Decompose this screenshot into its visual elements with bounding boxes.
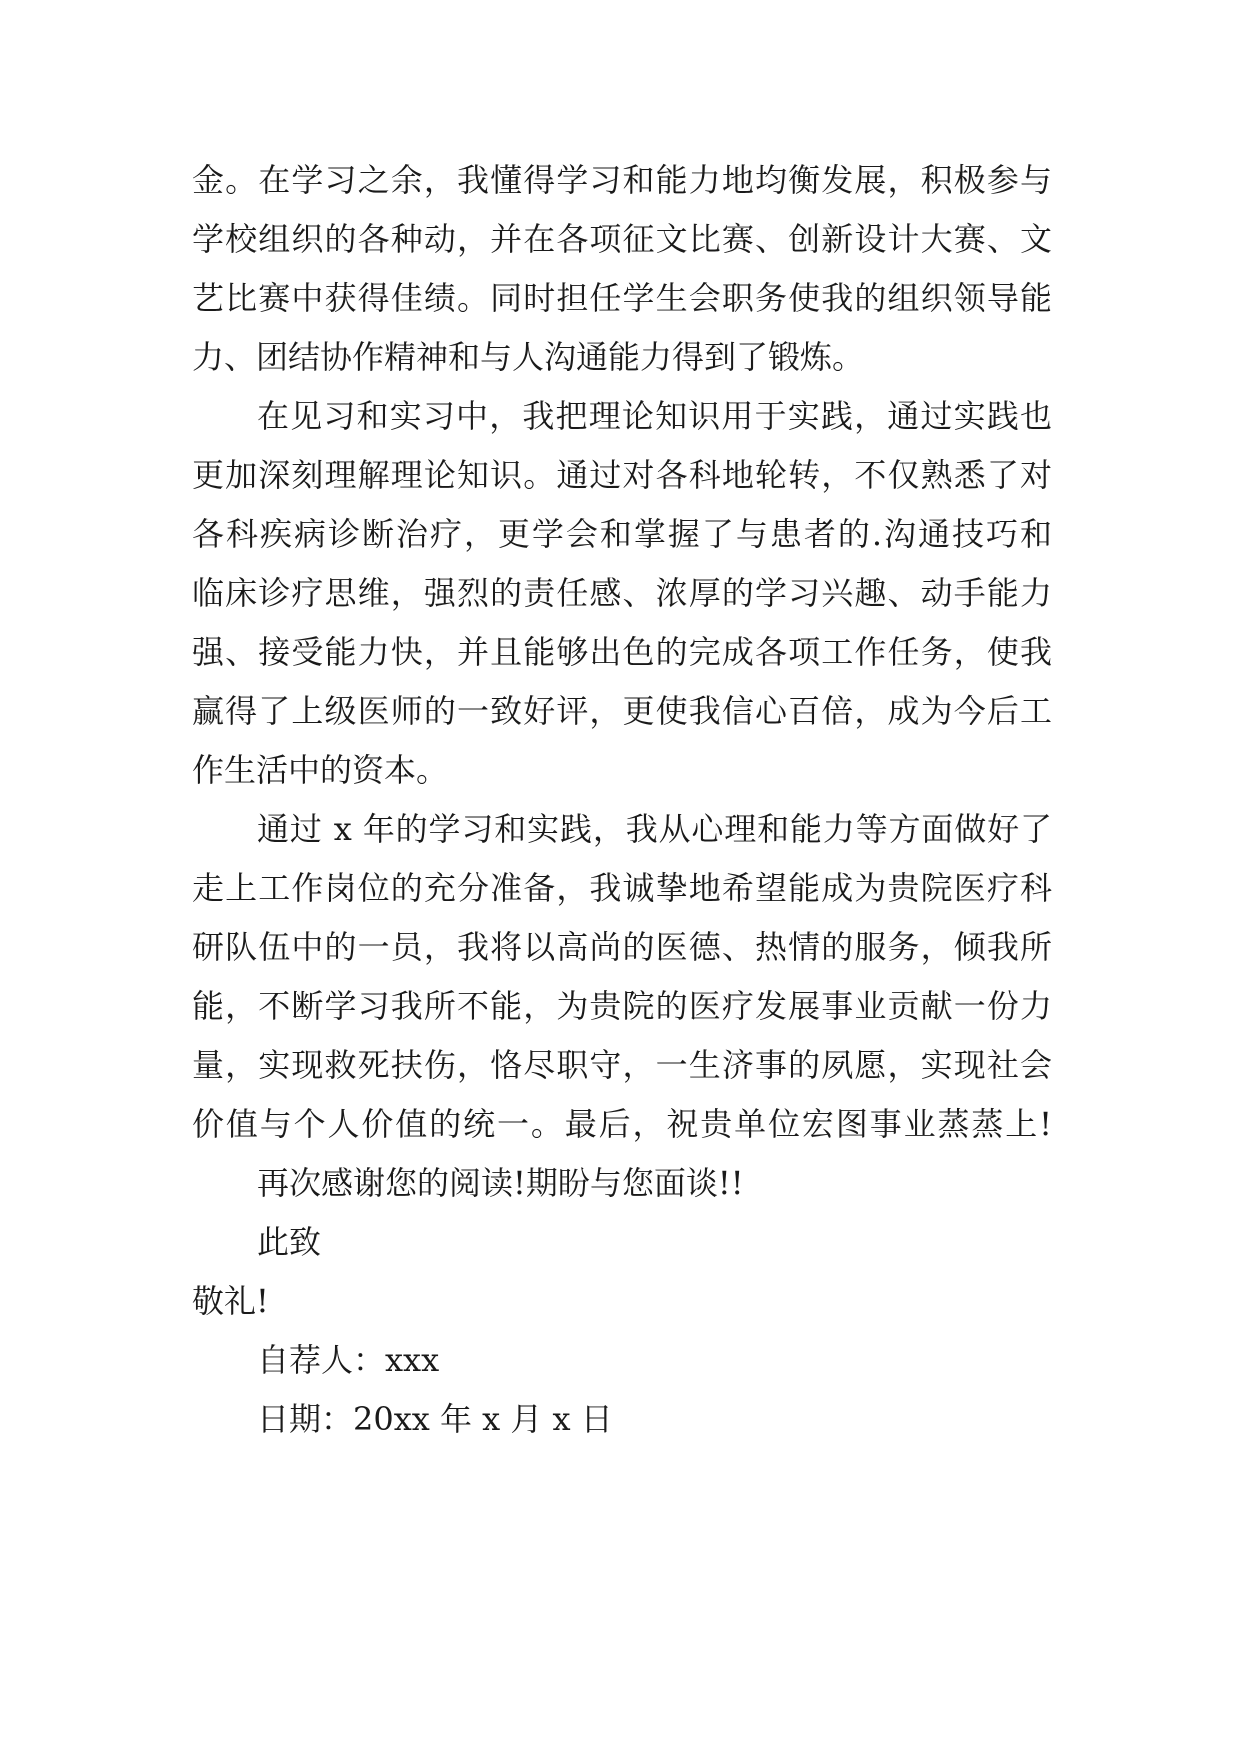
closing-regards: 敬礼! [192,1282,269,1320]
paragraph-line: 研队伍中的一员，我将以高尚的医德、热情的服务，倾我所 [192,928,1052,966]
paragraph-line: 学校组织的各种动，并在各项征文比赛、创新设计大赛、文 [192,220,1052,258]
paragraph-line: 临床诊疗思维，强烈的责任感、浓厚的学习兴趣、动手能力 [192,574,1052,612]
closing-salutation: 此致 [257,1223,322,1261]
paragraph-line: 金。在学习之余，我懂得学习和能力地均衡发展，积极参与 [192,161,1052,199]
paragraph-line: 通过 x 年的学习和实践，我从心理和能力等方面做好了 [257,810,1052,848]
paragraph-line: 走上工作岗位的充分准备，我诚挚地希望能成为贵院医疗科 [192,869,1052,907]
paragraph-line: 在见习和实习中，我把理论知识用于实践，通过实践也 [257,397,1052,435]
paragraph-line: 量，实现救死扶伤，恪尽职守，一生济事的夙愿，实现社会 [192,1046,1052,1084]
signature-name: 自荐人：xxx [257,1341,440,1379]
paragraph-line: 赢得了上级医师的一致好评，更使我信心百倍，成为今后工 [192,692,1052,730]
paragraph-line: 作生活中的资本。 [192,751,449,789]
paragraph-line: 艺比赛中获得佳绩。同时担任学生会职务使我的组织领导能 [192,279,1052,317]
closing-thanks: 再次感谢您的阅读!期盼与您面谈!! [257,1164,744,1202]
signature-date: 日期：20xx 年 x 月 x 日 [257,1400,613,1438]
paragraph-line: 更加深刻理解理论知识。通过对各科地轮转，不仅熟悉了对 [192,456,1052,494]
paragraph-line: 强、接受能力快，并且能够出色的完成各项工作任务，使我 [192,633,1052,671]
paragraph-line: 力、团结协作精神和与人沟通能力得到了锻炼。 [192,338,865,376]
paragraph-line: 能，不断学习我所不能，为贵院的医疗发展事业贡献一份力 [192,987,1052,1025]
paragraph-line: 各科疾病诊断治疗，更学会和掌握了与患者的.沟通技巧和 [192,515,1052,553]
paragraph-line: 价值与个人价值的统一。最后，祝贵单位宏图事业蒸蒸上! [192,1105,1052,1143]
